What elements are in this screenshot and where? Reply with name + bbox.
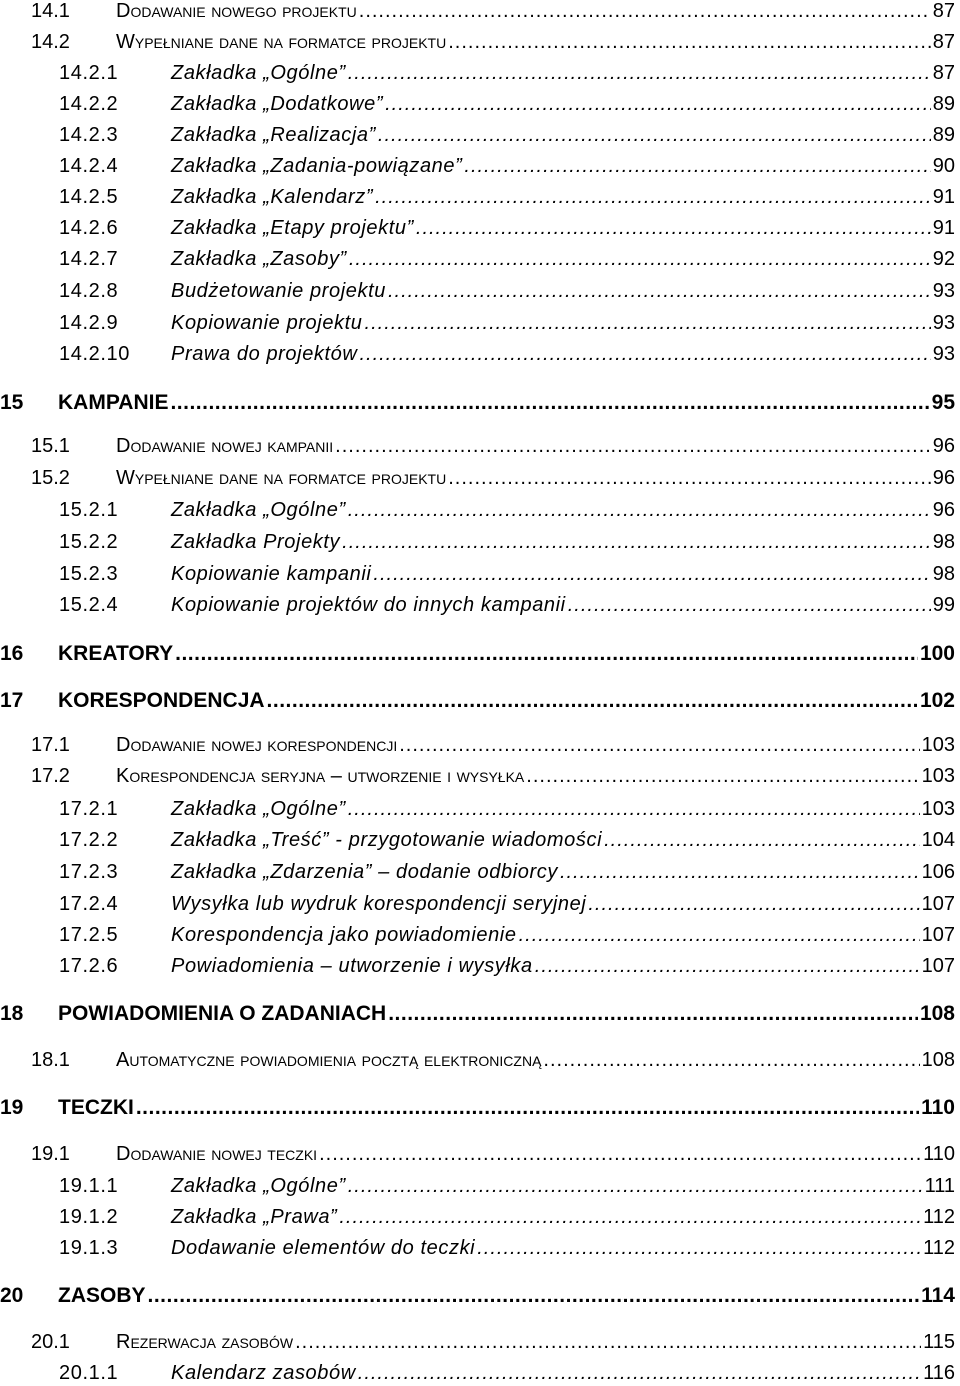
toc-entry[interactable] — [0, 1002, 955, 1026]
toc-entry-number: 14.2.9 — [59, 312, 119, 334]
toc-entry-number: 20 — [0, 1284, 24, 1307]
toc-entry-title: Wysyłka lub wydruk korespondencji seryjnej — [171, 893, 587, 915]
toc-entry-page: 107 — [921, 955, 955, 977]
toc-entry-number: 14.2.1 — [59, 62, 119, 84]
toc-entry-page: 104 — [921, 829, 955, 851]
toc-entry-number: 14.2.6 — [59, 217, 119, 239]
toc-entry-title: Zakładka „Treść” - przygotowanie wiadomości — [171, 829, 603, 851]
toc-entry-number: 17.2.6 — [59, 955, 119, 977]
toc-entry-title: KREATORY — [58, 642, 174, 665]
toc-entry-number: 14.2.4 — [59, 155, 119, 177]
toc-entry-page: 93 — [932, 312, 955, 334]
toc-entry-number: 14.2.5 — [59, 186, 119, 208]
toc-entry-page: 111 — [924, 1175, 955, 1197]
toc-entry-title: Dodawanie elementów do teczki — [171, 1237, 476, 1259]
toc-entry-number: 14.2.7 — [59, 248, 119, 270]
toc-entry-number: 19.1.1 — [59, 1175, 119, 1197]
toc-entry-number: 15.2.4 — [59, 594, 119, 616]
dot-leader — [375, 186, 931, 209]
toc-entry-title: Zakładka „Zadania-powiązane” — [171, 155, 463, 177]
toc-entry-number: 20.1 — [31, 1331, 70, 1353]
toc-entry-page: 107 — [921, 893, 955, 915]
toc-entry-page: 91 — [932, 186, 955, 208]
dot-leader — [416, 217, 931, 240]
toc-entry-page: 106 — [921, 861, 955, 883]
toc-entry-title: Korespondencja jako powiadomienie — [171, 924, 517, 946]
toc-entry-title: Wypełniane dane na formatce projektu — [116, 467, 447, 489]
toc-entry-number: 14.2.8 — [59, 280, 119, 302]
dot-leader — [385, 93, 931, 116]
toc-entry-number: 20.1.1 — [59, 1362, 119, 1384]
toc-entry-number: 19.1.3 — [59, 1237, 119, 1259]
dot-leader — [604, 829, 920, 852]
dot-leader — [148, 1284, 920, 1308]
toc-entry-number: 15.1 — [31, 435, 70, 457]
toc-entry-number: 19.1 — [31, 1143, 70, 1165]
toc-entry-number: 14.2.2 — [59, 93, 119, 115]
toc-entry-title: Dodawanie nowej teczki — [116, 1143, 318, 1165]
toc-entry-number: 14.2 — [31, 31, 70, 53]
toc-entry[interactable] — [59, 1175, 955, 1198]
toc-entry[interactable] — [31, 435, 955, 458]
toc-entry-number: 19 — [0, 1096, 24, 1119]
toc-entry[interactable] — [0, 391, 955, 415]
toc-entry-title: Dodawanie nowej kampanii — [116, 435, 334, 457]
dot-leader — [339, 1206, 921, 1229]
toc-entry[interactable] — [59, 955, 955, 978]
toc-entry[interactable] — [31, 765, 955, 788]
dot-leader — [526, 765, 919, 788]
toc-entry-page: 89 — [932, 124, 955, 146]
toc-entry-page: 98 — [932, 563, 955, 585]
toc-entry-title: Zakładka „Zdarzenia” – dodanie odbiorcy — [171, 861, 558, 883]
toc-entry[interactable] — [59, 155, 955, 178]
toc-entry[interactable] — [59, 531, 955, 554]
dot-leader — [335, 435, 931, 458]
dot-leader — [588, 893, 919, 916]
toc-entry-page: 87 — [932, 0, 955, 22]
dot-leader — [175, 642, 918, 666]
dot-leader — [295, 1331, 921, 1354]
toc-entry-page: 103 — [921, 798, 955, 820]
dot-leader — [348, 62, 931, 85]
dot-leader — [348, 798, 920, 821]
dot-leader — [535, 955, 920, 978]
toc-entry-number: 17.2.4 — [59, 893, 119, 915]
toc-entry[interactable] — [0, 1096, 955, 1120]
toc-entry-number: 15.2.3 — [59, 563, 119, 585]
toc-entry-title: Rezerwacja zasobów — [116, 1331, 294, 1353]
toc-entry[interactable] — [0, 689, 955, 713]
toc-entry-title: Kalendarz zasobów — [171, 1362, 356, 1384]
toc-entry[interactable] — [59, 861, 955, 884]
toc-entry[interactable] — [59, 798, 955, 821]
toc-entry-page: 93 — [932, 280, 955, 302]
toc-entry-title: Zakładka „Ogólne” — [171, 798, 346, 820]
toc-entry-title: Kopiowanie projektów do innych kampanii — [171, 594, 566, 616]
toc-entry[interactable] — [59, 1206, 955, 1229]
toc-entry-page: 102 — [919, 689, 955, 712]
toc-entry-number: 15.2 — [31, 467, 70, 489]
dot-leader — [560, 861, 920, 884]
toc-entry[interactable] — [31, 1331, 955, 1354]
dot-leader — [519, 924, 920, 947]
toc-entry[interactable] — [59, 280, 955, 303]
toc-entry[interactable] — [31, 0, 955, 23]
toc-entry[interactable] — [59, 312, 955, 335]
toc-entry-number: 17 — [0, 689, 24, 712]
toc-entry-title: Zakładka „Realizacja” — [171, 124, 376, 146]
dot-leader — [378, 124, 931, 147]
toc-entry[interactable] — [31, 734, 955, 757]
toc-entry-title: Powiadomienia – utworzenie i wysyłka — [171, 955, 533, 977]
toc-entry[interactable] — [59, 248, 955, 271]
toc-entry-number: 17.2 — [31, 765, 70, 787]
toc-entry-title: Korespondencja seryjna – utworzenie i wysyłka — [116, 765, 525, 787]
toc-entry-page: 110 — [923, 1143, 955, 1165]
toc-entry[interactable] — [59, 62, 955, 85]
toc-entry-title: Wypełniane dane na formatce projektu — [116, 31, 447, 53]
toc-entry-title: TECZKI — [58, 1096, 134, 1119]
toc-entry-title: POWIADOMIENIA O ZADANIACH — [58, 1002, 387, 1025]
toc-entry[interactable] — [31, 467, 955, 490]
toc-entry[interactable] — [59, 924, 955, 947]
toc-entry[interactable] — [31, 1049, 955, 1072]
toc-entry-page: 103 — [921, 734, 955, 756]
toc-entry-page: 98 — [932, 531, 955, 553]
toc-entry-page: 110 — [921, 1096, 955, 1119]
toc-entry-title: Zakładka „Ogólne” — [171, 1175, 346, 1197]
toc-entry[interactable] — [31, 31, 955, 54]
toc-entry-page: 108 — [921, 1049, 955, 1071]
toc-entry-title: Zakładka „Zasoby” — [171, 248, 347, 270]
toc-entry[interactable] — [59, 1362, 955, 1385]
toc-entry[interactable] — [0, 1284, 955, 1308]
toc-entry-title: Zakładka „Ogólne” — [171, 62, 346, 84]
toc-entry-title: Dodawanie nowego projektu — [116, 0, 357, 22]
toc-entry-page: 103 — [921, 765, 955, 787]
toc-entry[interactable] — [59, 893, 955, 916]
dot-leader — [136, 1096, 919, 1120]
toc-entry-page: 90 — [932, 155, 955, 177]
dot-leader — [267, 689, 918, 713]
toc-entry-number: 17.2.1 — [59, 798, 119, 820]
toc-entry-title: Zakładka Projekty — [171, 531, 341, 553]
toc-entry[interactable] — [31, 1143, 955, 1166]
toc-entry-number: 18 — [0, 1002, 24, 1025]
toc-entry-number: 15 — [0, 391, 24, 414]
toc-entry-page: 96 — [932, 499, 955, 521]
toc-entry-page: 87 — [932, 62, 955, 84]
toc-entry[interactable] — [59, 499, 955, 522]
dot-leader — [568, 594, 931, 617]
toc-entry[interactable] — [59, 217, 955, 240]
dot-leader — [365, 312, 931, 335]
toc-entry-page: 87 — [932, 31, 955, 53]
dot-leader — [349, 248, 931, 271]
toc-entry[interactable] — [0, 642, 955, 666]
toc-entry-title: Zakładka „Prawa” — [171, 1206, 338, 1228]
dot-leader — [464, 155, 930, 178]
toc-entry-number: 17.1 — [31, 734, 70, 756]
toc-entry-title: KAMPANIE — [58, 391, 169, 414]
toc-entry-number: 17.2.3 — [59, 861, 119, 883]
toc-entry-number: 18.1 — [31, 1049, 70, 1071]
toc-entry-number: 17.2.5 — [59, 924, 119, 946]
toc-entry-title: Kopiowanie projektu — [171, 312, 363, 334]
dot-leader — [477, 1237, 921, 1260]
dot-leader — [373, 563, 930, 586]
toc-entry-title: Prawa do projektów — [171, 343, 358, 365]
toc-entry-page: 91 — [932, 217, 955, 239]
toc-entry-title: Zakładka „Kalendarz” — [171, 186, 374, 208]
toc-entry-title: Budżetowanie projektu — [171, 280, 386, 302]
toc-entry[interactable] — [59, 124, 955, 147]
toc-entry[interactable] — [59, 1237, 955, 1260]
dot-leader — [319, 1143, 921, 1166]
toc-entry-page: 96 — [932, 467, 955, 489]
toc-entry-title: Zakładka „Dodatkowe” — [171, 93, 384, 115]
dot-leader — [448, 467, 931, 490]
toc-entry-page: 99 — [932, 594, 955, 616]
toc-entry-number: 15.2.2 — [59, 531, 119, 553]
toc-entry-number: 14.2.3 — [59, 124, 119, 146]
toc-entry-title: Automatyczne powiadomienia pocztą elektroniczną — [116, 1049, 542, 1071]
dot-leader — [399, 734, 919, 757]
toc-entry-page: 112 — [923, 1206, 955, 1228]
toc-entry-page: 95 — [931, 391, 955, 414]
toc-entry-title: Zakładka „Etapy projektu” — [171, 217, 414, 239]
toc-entry-page: 108 — [919, 1002, 955, 1025]
toc-entry[interactable] — [59, 186, 955, 209]
toc-entry-title: ZASOBY — [58, 1284, 146, 1307]
toc-entry[interactable] — [59, 93, 955, 116]
dot-leader — [358, 1362, 921, 1385]
toc-entry-page: 112 — [923, 1237, 955, 1259]
toc-entry-page: 100 — [919, 642, 955, 665]
toc-entry-page: 114 — [921, 1284, 955, 1307]
toc-entry-page: 89 — [932, 93, 955, 115]
dot-leader — [359, 343, 930, 366]
toc-entry-page: 116 — [923, 1362, 955, 1384]
dot-leader — [388, 280, 931, 303]
toc-entry-title: Zakładka „Ogólne” — [171, 499, 346, 521]
toc-entry-number: 14.2.10 — [59, 343, 130, 365]
dot-leader — [359, 0, 931, 23]
toc-entry[interactable] — [59, 343, 955, 366]
toc-entry-page: 115 — [923, 1331, 955, 1353]
toc-entry[interactable] — [59, 563, 955, 586]
toc-entry[interactable] — [59, 594, 955, 617]
toc-entry-title: Dodawanie nowej korespondencji — [116, 734, 398, 756]
toc-entry-page: 93 — [932, 343, 955, 365]
dot-leader — [543, 1049, 919, 1072]
toc-entry[interactable] — [59, 829, 955, 852]
toc-entry-number: 14.1 — [31, 0, 70, 22]
toc-entry-number: 15.2.1 — [59, 499, 119, 521]
dot-leader — [342, 531, 931, 554]
toc-entry-number: 17.2.2 — [59, 829, 119, 851]
dot-leader — [388, 1002, 918, 1026]
toc-entry-page: 107 — [921, 924, 955, 946]
toc-entry-number: 16 — [0, 642, 24, 665]
toc-entry-page: 96 — [932, 435, 955, 457]
dot-leader — [448, 31, 931, 54]
toc-entry-title: Kopiowanie kampanii — [171, 563, 372, 585]
toc-entry-page: 92 — [932, 248, 955, 270]
dot-leader — [170, 391, 929, 415]
toc-entry-title: KORESPONDENCJA — [58, 689, 265, 712]
toc-entry-number: 19.1.2 — [59, 1206, 119, 1228]
dot-leader — [348, 499, 931, 522]
dot-leader — [348, 1175, 923, 1198]
